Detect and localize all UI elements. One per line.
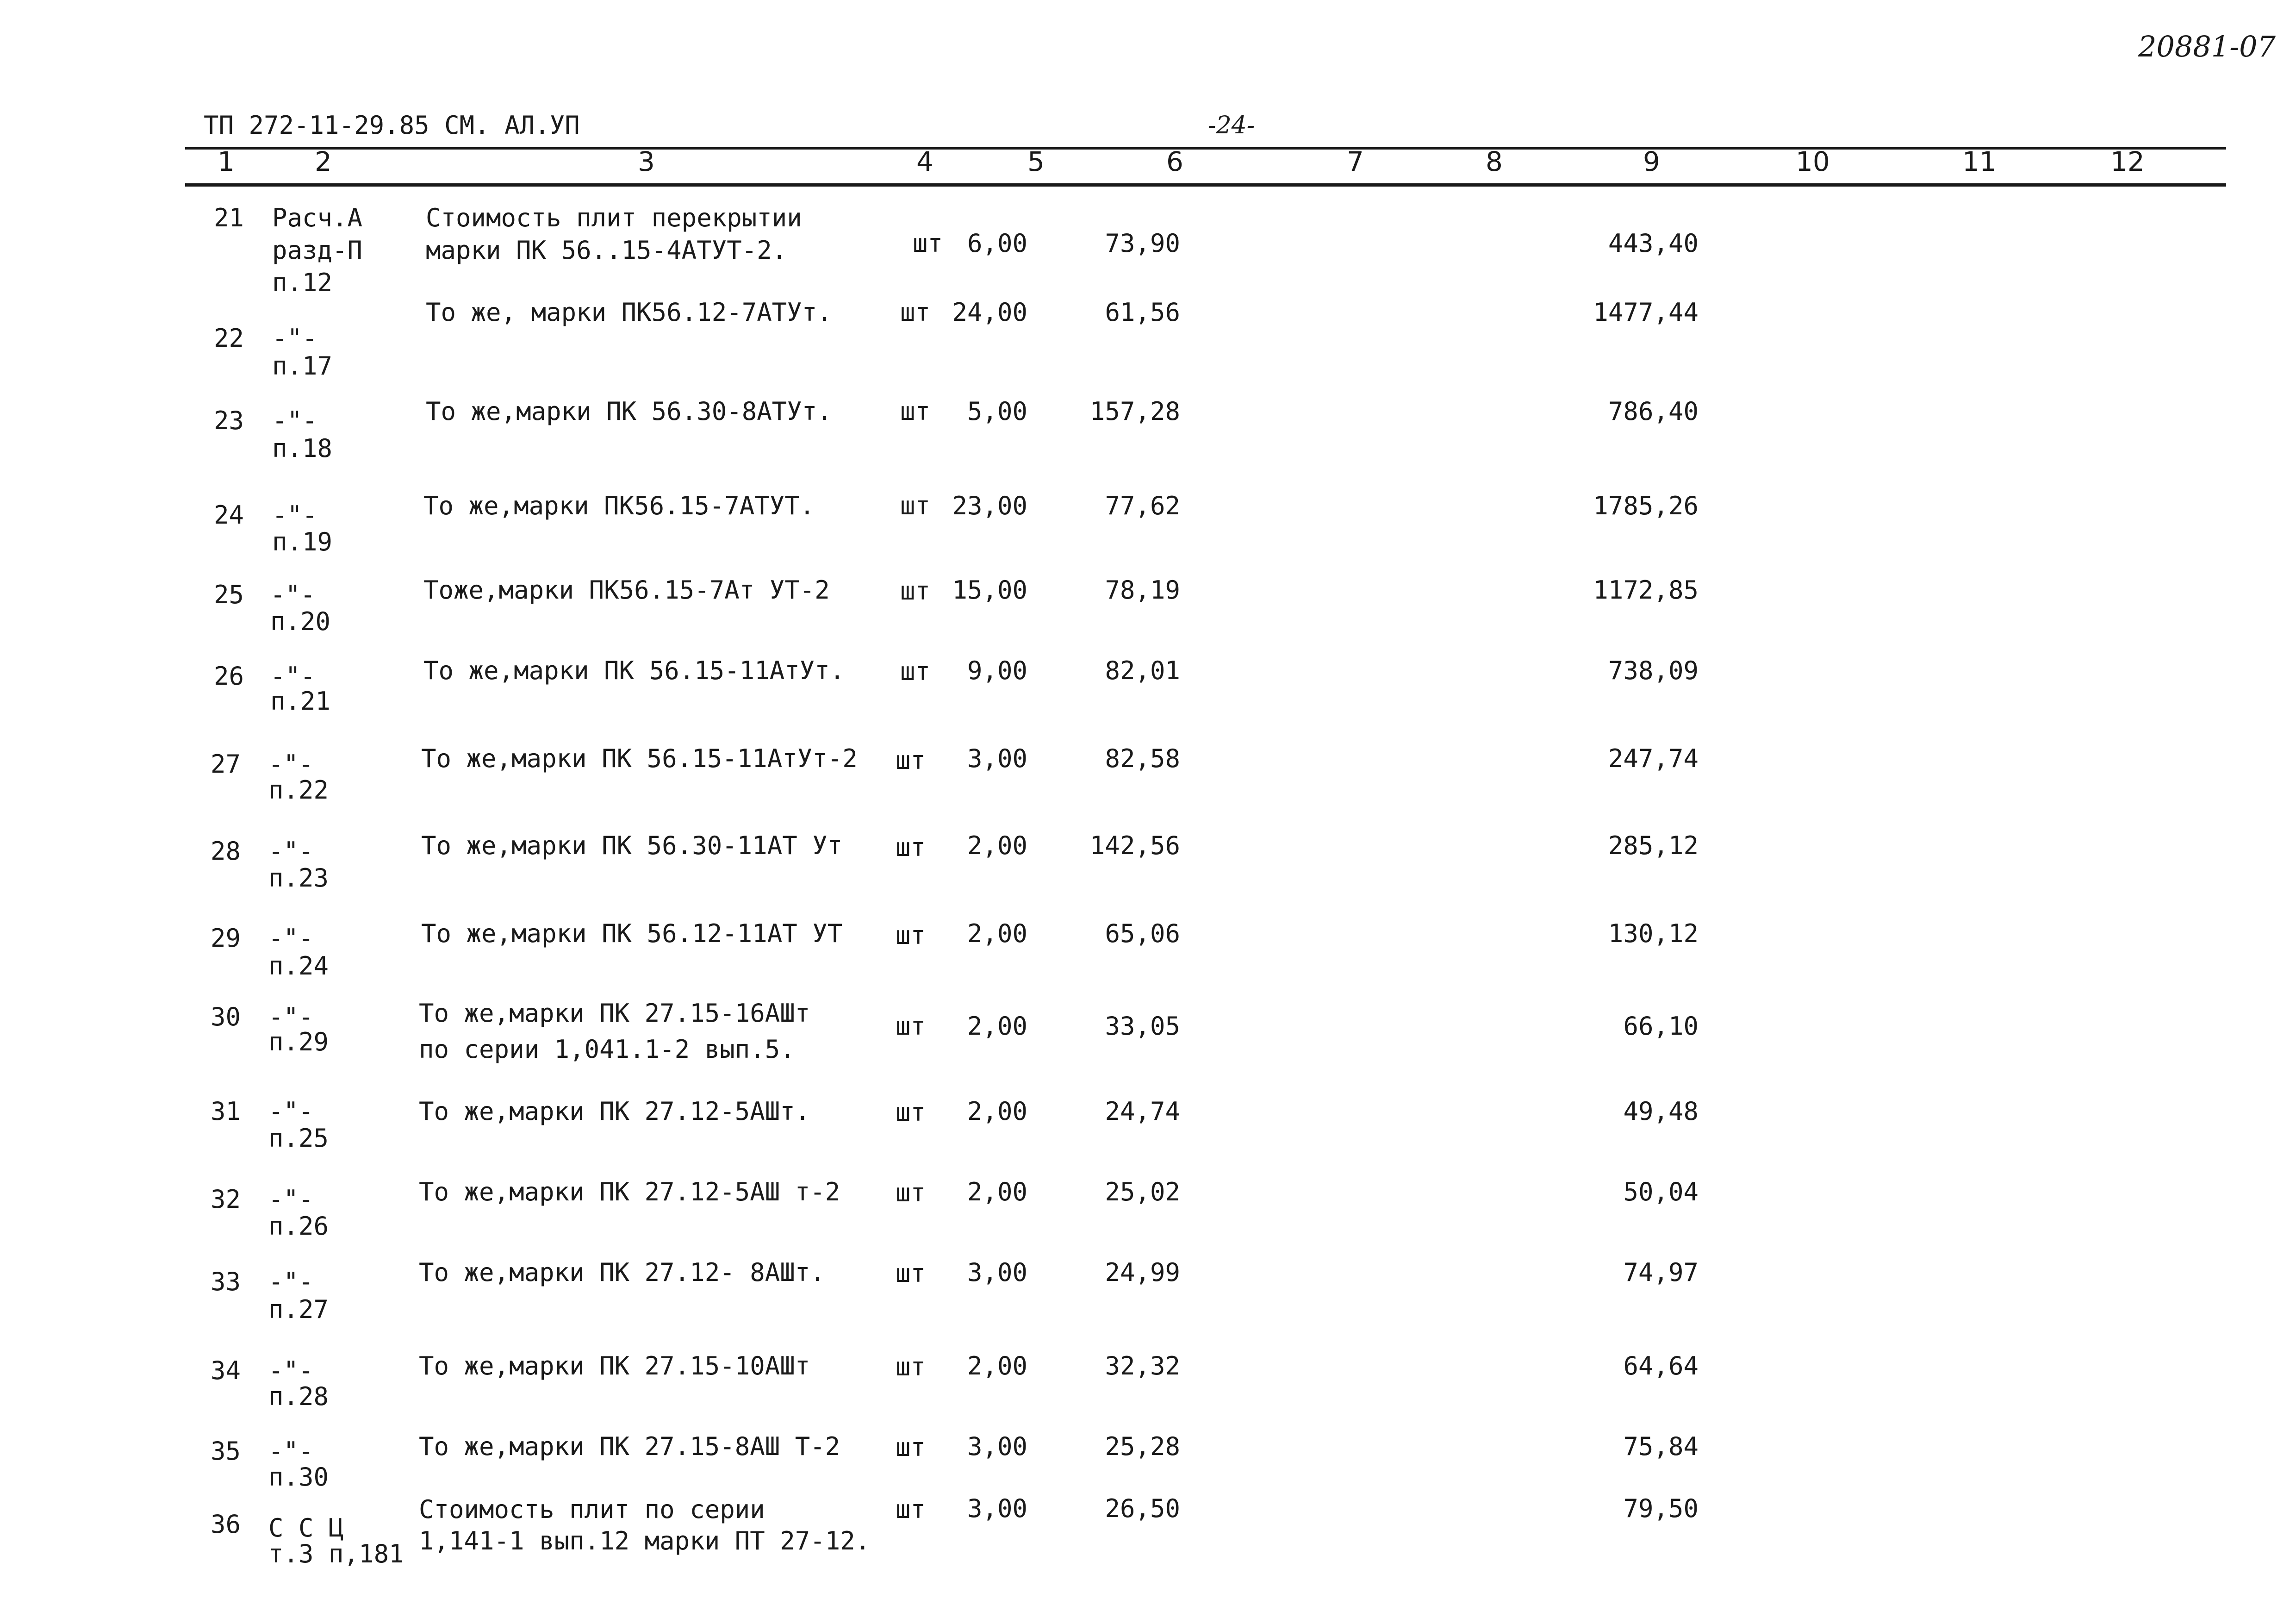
quantity: 5,00 [967, 397, 1027, 426]
column-header: 5 [1027, 146, 1045, 177]
reference: п.22 [268, 775, 329, 805]
quantity: 9,00 [967, 656, 1027, 685]
quantity: 2,00 [967, 1097, 1027, 1126]
unit: шт [900, 397, 931, 426]
quantity: 2,00 [967, 1351, 1027, 1380]
row-number: 32 [211, 1185, 241, 1214]
unit: шт [913, 229, 943, 258]
description: 1,141-1 вып.12 марки ПТ 27-12. [419, 1526, 871, 1555]
unit: шт [896, 1178, 926, 1207]
description: То же,марки ПК 56.30-8АТУт. [426, 397, 832, 426]
unit-price: 73,90 [1105, 229, 1180, 258]
reference: п.29 [268, 1027, 329, 1056]
row-number: 22 [214, 324, 244, 353]
reference: -"- [268, 1437, 314, 1466]
reference: -"- [272, 500, 317, 530]
description: по серии 1,041.1-2 вып.5. [419, 1035, 795, 1064]
description: марки ПК 56..15-4АТУТ-2. [426, 236, 787, 265]
total: 50,04 [1623, 1177, 1699, 1206]
reference: -"- [268, 924, 314, 953]
total: 79,50 [1623, 1494, 1699, 1523]
reference: т.3 п,181 [268, 1539, 404, 1568]
total: 285,12 [1608, 831, 1699, 860]
reference: разд-П [272, 236, 363, 265]
total: 738,09 [1608, 656, 1699, 685]
document-code: ТП 272-11-29.85 СМ. АЛ.УП [204, 111, 580, 140]
total: 1477,44 [1593, 298, 1699, 327]
reference: п.30 [268, 1462, 329, 1492]
unit-price: 25,28 [1105, 1432, 1180, 1461]
quantity: 2,00 [967, 831, 1027, 860]
column-header: 2 [315, 146, 332, 177]
total: 75,84 [1623, 1432, 1699, 1461]
unit: шт [900, 491, 931, 520]
reference: -"- [268, 750, 314, 779]
row-number: 30 [211, 1002, 241, 1031]
reference: п.20 [270, 607, 331, 636]
unit-price: 25,02 [1105, 1177, 1180, 1206]
description: Стоимость плит перекрытии [426, 203, 802, 232]
total: 786,40 [1608, 397, 1699, 426]
unit: шт [900, 576, 931, 606]
total: 130,12 [1608, 919, 1699, 948]
row-number: 34 [211, 1356, 241, 1385]
unit: шт [896, 921, 926, 950]
row-number: 24 [214, 500, 244, 530]
quantity: 2,00 [967, 1012, 1027, 1041]
row-number: 31 [211, 1097, 241, 1126]
quantity: 3,00 [967, 744, 1027, 773]
unit-price: 24,74 [1105, 1097, 1180, 1126]
unit-price: 33,05 [1105, 1012, 1180, 1041]
column-header: 6 [1166, 146, 1183, 177]
reference: п.25 [268, 1124, 329, 1153]
unit: шт [896, 1495, 926, 1524]
description: То же,марки ПК 56.30-11АТ Ут [421, 831, 843, 860]
reference: п.28 [268, 1382, 329, 1411]
description: То же, марки ПК56.12-7АТУт. [426, 298, 832, 327]
description: То же,марки ПК 27.15-16АШт [419, 999, 810, 1028]
total: 247,74 [1608, 744, 1699, 773]
description: То же,марки ПК 56.15-11АтУт-2 [421, 744, 858, 773]
reference: п.12 [272, 268, 333, 297]
reference: Расч.А [272, 203, 363, 232]
column-header: 1 [218, 146, 235, 177]
table-top-rule [185, 147, 2226, 150]
quantity: 2,00 [967, 1177, 1027, 1206]
unit: шт [896, 1352, 926, 1381]
column-header: 11 [1962, 146, 1997, 177]
reference: -"- [268, 1002, 314, 1031]
reference: -"- [272, 406, 317, 435]
row-number: 26 [214, 662, 244, 691]
column-header: 10 [1796, 146, 1830, 177]
unit-price: 82,01 [1105, 656, 1180, 685]
description: То же,марки ПК 27.12-5АШ т-2 [419, 1177, 840, 1206]
reference: п.18 [272, 434, 333, 463]
page-number: -24- [1208, 112, 1255, 139]
reference: п.23 [268, 863, 329, 893]
description: То же,марки ПК 27.12-5АШт. [419, 1097, 810, 1126]
unit: шт [896, 1433, 926, 1462]
unit-price: 24,99 [1105, 1258, 1180, 1287]
quantity: 24,00 [952, 298, 1027, 327]
description: Тоже,марки ПК56.15-7Ат УТ-2 [423, 575, 830, 605]
total: 66,10 [1623, 1012, 1699, 1041]
description: То же,марки ПК 27.15-8АШ Т-2 [419, 1432, 840, 1461]
quantity: 15,00 [952, 575, 1027, 605]
row-number: 36 [211, 1510, 241, 1539]
total: 74,97 [1623, 1258, 1699, 1287]
reference: -"- [268, 1097, 314, 1126]
unit-price: 26,50 [1105, 1494, 1180, 1523]
description: То же,марки ПК 27.12- 8АШт. [419, 1258, 825, 1287]
row-number: 28 [211, 837, 241, 866]
quantity: 3,00 [967, 1432, 1027, 1461]
column-header: 9 [1643, 146, 1660, 177]
unit: шт [896, 1012, 926, 1041]
table-header-rule [185, 183, 2226, 187]
description: Стоимость плит по серии [419, 1495, 765, 1524]
column-header: 7 [1347, 146, 1364, 177]
unit-price: 61,56 [1105, 298, 1180, 327]
unit: шт [900, 298, 931, 327]
unit: шт [900, 657, 931, 686]
quantity: 6,00 [967, 229, 1027, 258]
reference: -"- [268, 837, 314, 866]
unit-price: 78,19 [1105, 575, 1180, 605]
total: 1172,85 [1593, 575, 1699, 605]
unit: шт [896, 746, 926, 775]
description: То же,марки ПК 56.12-11АТ УТ [421, 919, 843, 948]
description: То же,марки ПК 27.15-10АШт [419, 1351, 810, 1380]
column-header: 3 [638, 146, 655, 177]
unit-price: 142,56 [1089, 831, 1180, 860]
reference: п.19 [272, 527, 333, 556]
column-header: 8 [1486, 146, 1503, 177]
reference: -"- [268, 1267, 314, 1296]
reference: -"- [268, 1185, 314, 1214]
reference: п.26 [268, 1212, 329, 1241]
unit-price: 65,06 [1105, 919, 1180, 948]
row-number: 29 [211, 924, 241, 953]
unit: шт [896, 1259, 926, 1288]
reference: п.24 [268, 951, 329, 981]
reference: -"- [270, 662, 316, 691]
unit: шт [896, 1098, 926, 1127]
unit-price: 82,58 [1105, 744, 1180, 773]
unit-price: 32,32 [1105, 1351, 1180, 1380]
total: 1785,26 [1593, 491, 1699, 520]
row-number: 23 [214, 406, 244, 435]
total: 49,48 [1623, 1097, 1699, 1126]
row-number: 33 [211, 1267, 241, 1296]
document-number: 20881-07 [2138, 30, 2276, 63]
row-number: 35 [211, 1437, 241, 1466]
description: То же,марки ПК 56.15-11АтУт. [423, 656, 845, 685]
description: То же,марки ПК56.15-7АТУТ. [423, 491, 815, 520]
column-header: 12 [2110, 146, 2145, 177]
unit-price: 77,62 [1105, 491, 1180, 520]
reference: п.17 [272, 351, 333, 381]
unit: шт [896, 833, 926, 862]
quantity: 23,00 [952, 491, 1027, 520]
reference: п.21 [270, 687, 331, 716]
column-header: 4 [916, 146, 933, 177]
row-number: 25 [214, 580, 244, 609]
reference: -"- [270, 580, 316, 609]
row-number: 27 [211, 750, 241, 779]
reference: -"- [268, 1356, 314, 1385]
quantity: 3,00 [967, 1494, 1027, 1523]
quantity: 3,00 [967, 1258, 1027, 1287]
reference: С С Ц [268, 1513, 344, 1543]
total: 64,64 [1623, 1351, 1699, 1380]
row-number: 21 [214, 203, 244, 232]
reference: п.27 [268, 1295, 329, 1324]
unit-price: 157,28 [1089, 397, 1180, 426]
quantity: 2,00 [967, 919, 1027, 948]
reference: -"- [272, 324, 317, 353]
total: 443,40 [1608, 229, 1699, 258]
